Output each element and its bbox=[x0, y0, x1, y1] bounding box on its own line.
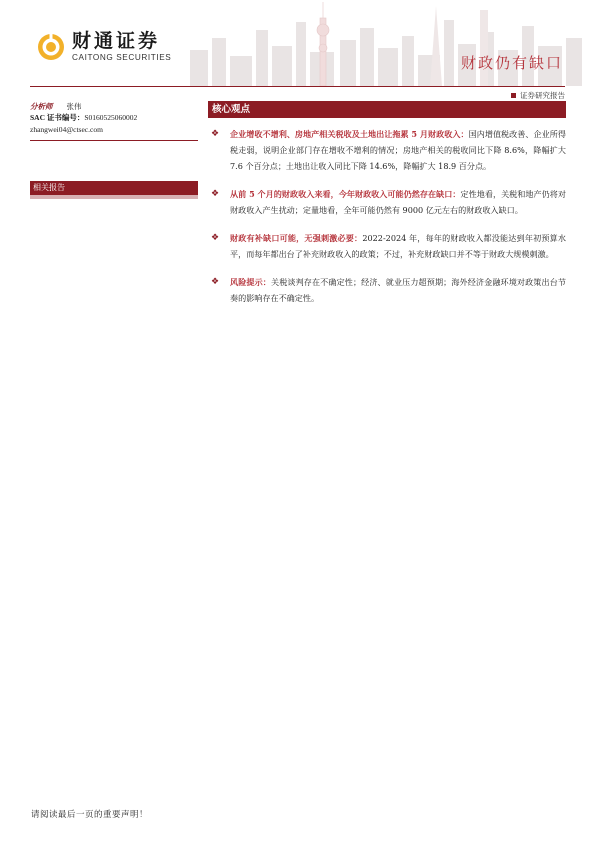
list-item bbox=[208, 186, 566, 218]
diamond-bullet-icon: ❖ bbox=[211, 189, 220, 199]
bullet-headline: 从前 5 个月的财政收入来看，今年财政收入可能仍然存在缺口： bbox=[230, 189, 461, 199]
analyst-email[interactable]: zhangwei04@ctsec.com bbox=[30, 125, 103, 134]
bullet-body: 关税谈判存在不确定性；经济、就业压力超预期；海外经济金融环境对政策出台节奏的影响存在不确定性。 bbox=[230, 277, 566, 303]
sidebar-divider bbox=[30, 140, 198, 141]
bullet-headline: 财政有补缺口可能，无强刺激必要： bbox=[230, 233, 363, 243]
sac-row bbox=[30, 112, 200, 124]
sac-label: SAC 证书编号： bbox=[30, 113, 85, 122]
analyst-label: 分析师 bbox=[30, 102, 53, 111]
report-type-label: 证券研究报告 bbox=[520, 91, 565, 100]
related-reports-header: 相关报告 bbox=[30, 181, 198, 195]
disclaimer-note: 请阅读最后一页的重要声明！ bbox=[31, 810, 149, 820]
sac-number: S0160525060002 bbox=[84, 113, 138, 122]
related-reports-list bbox=[30, 195, 198, 199]
report-title: 财政仍有缺口 bbox=[460, 54, 563, 72]
diamond-bullet-icon: ❖ bbox=[211, 129, 220, 139]
bullet-text bbox=[230, 186, 566, 218]
analyst-row bbox=[30, 101, 200, 112]
report-type bbox=[511, 90, 565, 101]
company-name-cn: 财通证券 bbox=[72, 30, 161, 52]
diamond-bullet-icon: ❖ bbox=[211, 233, 220, 243]
bullet-text bbox=[230, 274, 566, 306]
caitong-logo-icon bbox=[36, 32, 66, 62]
core-views-header: 核心观点 bbox=[208, 101, 566, 118]
analyst-name: 张伟 bbox=[66, 102, 82, 111]
core-views-list bbox=[208, 126, 566, 306]
bullet-headline: 风险提示： bbox=[230, 277, 271, 287]
bullet-body: 国内增值税改善、企业所得税走弱，说明企业部门存在增收不增利的情况；房地产相关的税收同比下降 8.6%，降幅扩大 7.6 个百分点；土地出让收入同比下降 14.6%，降幅扩大 18.9 百分点。 bbox=[230, 129, 566, 171]
list-item bbox=[208, 230, 566, 262]
report-header bbox=[0, 0, 595, 100]
bullet-headline: 企业增收不增利、房地产相关税收及土地出让拖累 5 月财政收入： bbox=[230, 129, 469, 139]
header-divider bbox=[30, 86, 565, 87]
analyst-sidebar bbox=[30, 101, 200, 199]
bullet-body: 定性地看，关税和地产仍将对财政收入产生扰动；定量地看，全年可能仍然有 9000 亿元左右的财政收入缺口。 bbox=[230, 189, 566, 215]
square-bullet-icon bbox=[511, 93, 516, 98]
diamond-bullet-icon: ❖ bbox=[211, 277, 220, 287]
bullet-text bbox=[230, 230, 566, 262]
main-content bbox=[208, 101, 566, 318]
company-logo bbox=[36, 30, 171, 63]
bullet-text bbox=[230, 126, 566, 174]
company-name-en: CAITONG SECURITIES bbox=[72, 53, 172, 62]
list-item bbox=[208, 274, 566, 306]
bullet-body: 2022-2024 年，每年的财政收入都没能达到年初预算水平，而每年都出台了补充财政收入的政策；不过，补充财政缺口并不等于财政大规模刺激。 bbox=[230, 233, 566, 259]
list-item bbox=[208, 126, 566, 174]
city-skyline-graphic bbox=[180, 0, 595, 86]
